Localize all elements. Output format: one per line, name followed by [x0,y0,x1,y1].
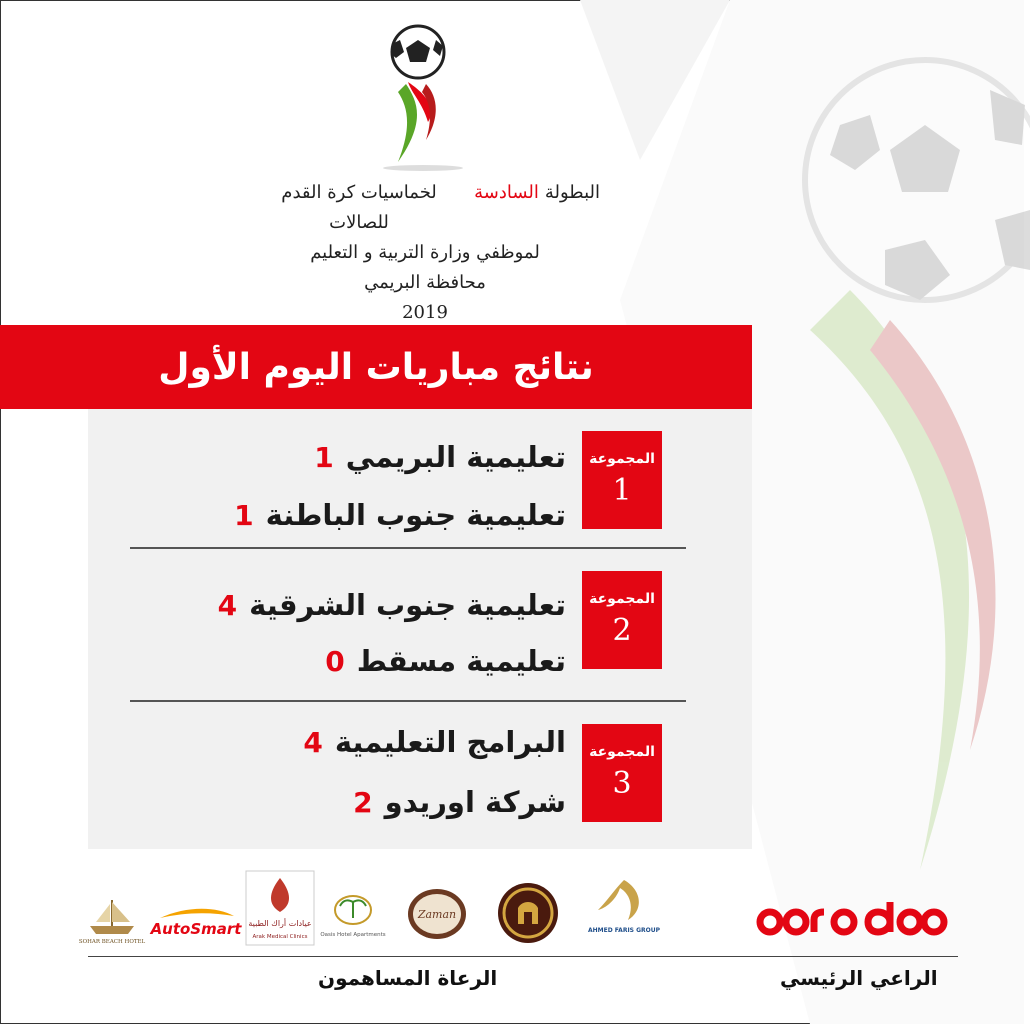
team-score: 4 [217,588,238,622]
main-sponsor-label: الراعي الرئيسي [780,966,938,990]
team-name: شركة اوريدو [384,785,566,819]
match-row-away [325,641,566,681]
group-number: 2 [612,613,632,648]
sohar-beach-hotel-logo [80,894,144,944]
team-name: تعليمية مسقط [356,644,566,678]
tournament-header [250,178,600,328]
team-score: 1 [314,440,334,474]
header-word-sixth: السادسة [474,182,539,203]
header-line-3: محافظة البريمي [364,272,486,293]
sponsor-logos [70,868,960,948]
group-number: 3 [612,766,632,801]
group-badge [582,724,662,822]
arak-english-text: Arak Medical Clinics [252,934,308,940]
group-badge [582,431,662,529]
group-2 [88,549,752,689]
team-name: تعليمية البريمي [345,440,566,474]
footer-divider [88,956,958,957]
sohar-beach-hotel-text: SOHAR BEACH HOTEL [78,939,146,945]
match-row-away [234,495,566,535]
team-score: 0 [325,644,345,678]
tournament-logo [378,22,468,172]
header-line-2: لموظفي وزارة التربية و التعليم [310,242,540,263]
zaman-text: Zaman [417,908,457,921]
team-score: 4 [303,725,323,759]
group-3 [88,702,752,842]
match-row-home [218,585,566,625]
team-name: البرامج التعليمية [334,725,566,759]
team-name: تعليمية جنوب الشرقية [249,588,566,622]
arak-medical-clinics-logo [245,870,315,946]
team-name: تعليمية جنوب الباطنة [265,498,566,532]
group-label: المجموعة [589,591,655,607]
header-year: 2019 [402,302,448,323]
match-row-home [314,437,566,477]
group-1 [88,409,752,549]
match-row-away [353,782,566,822]
background-swoosh [810,290,1024,870]
ahmed-faris-group-logo [584,876,664,944]
header-subtitle: لخماسيات كرة القدم للصالات [281,182,437,233]
group-number: 1 [612,473,632,508]
autosmart-logo [150,904,242,940]
header-word-tournament: البطولة [544,182,600,203]
match-row-home [303,722,566,762]
ooredoo-text: ooredoo [756,945,761,946]
team-score: 2 [353,785,373,819]
team-score: 1 [234,498,254,532]
royal-emblem-logo [496,882,560,944]
zaman-logo [406,886,468,942]
group-label: المجموعة [589,451,655,467]
group-label: المجموعة [589,744,655,760]
ooredoo-logo [756,898,946,946]
results-banner [0,325,752,409]
autosmart-text: AutoSmart [150,920,242,938]
group-badge [582,571,662,669]
banner-title: نتائج مباريات اليوم الأول [158,346,594,388]
oasis-text: Oasis Hotel Apartments [320,932,386,938]
header-line-1 [250,178,600,238]
ahmed-faris-text: AHMED FARIS GROUP [587,927,661,934]
arak-arabic-text: عيادات أراك الطبية [248,919,312,928]
contributing-sponsors-label: الرعاة المساهمون [318,966,498,990]
oasis-hotel-logo [322,888,384,944]
